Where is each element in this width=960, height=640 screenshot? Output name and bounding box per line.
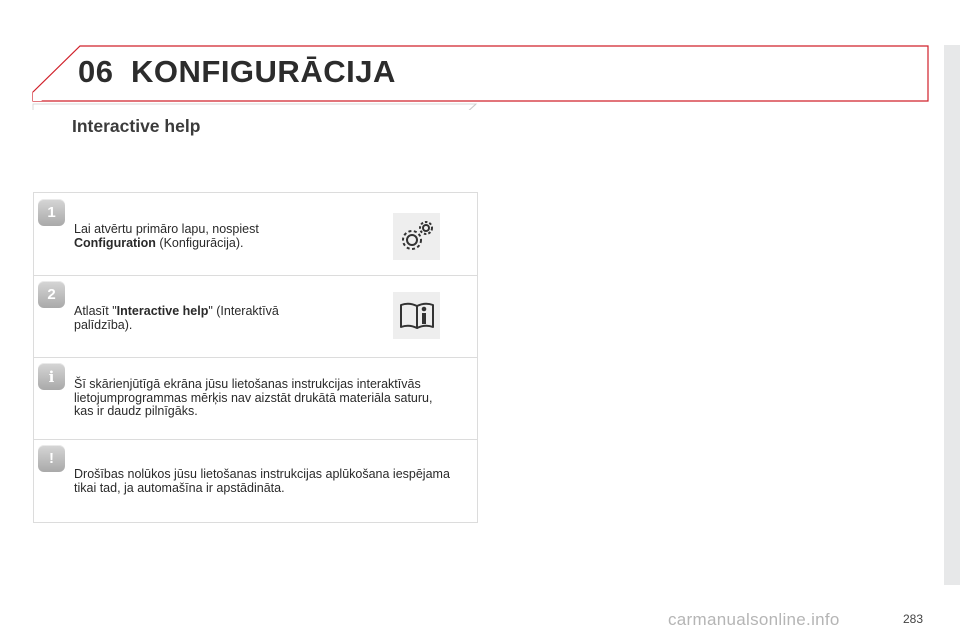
- chapter-number: 06: [78, 54, 114, 89]
- warning-badge-icon: !: [38, 445, 65, 472]
- step-text-line: palīdzība).: [74, 317, 133, 332]
- step-badge: 1: [38, 199, 65, 226]
- manual-info-icon: [393, 292, 440, 339]
- note-text-line: kas ir daudz pilnīgāks.: [74, 404, 198, 418]
- note-text-line: lietojumprogrammas mērķis nav aizstāt drukātā materiāla saturu,: [74, 390, 433, 405]
- step-text-suffix: " (Interaktīvā: [208, 304, 279, 318]
- step-text-bold: Configuration: [74, 235, 156, 250]
- step-text: [74, 305, 279, 332]
- gears-icon: [393, 213, 440, 260]
- note-text: [74, 468, 450, 495]
- section-title: Interactive help: [72, 116, 201, 136]
- info-badge-icon: i: [38, 363, 65, 390]
- step-badge: 2: [38, 281, 65, 308]
- note-row-info: [34, 357, 477, 440]
- step-text-prefix: Atlasīt ": [74, 304, 117, 318]
- note-text: [74, 378, 432, 419]
- watermark: carmanualsonline.info: [668, 610, 840, 629]
- step-text-bold: Interactive help: [116, 304, 209, 318]
- step-row-1: [34, 193, 477, 276]
- note-text-line: Drošības nolūkos jūsu lietošanas instrukcijas aplūkošana iespējama: [74, 467, 450, 481]
- note-row-warning: [34, 439, 477, 522]
- note-text-line: tikai tad, ja automašīna ir apstādināta.: [74, 480, 285, 495]
- instruction-card: [33, 192, 478, 523]
- step-row-2: [34, 275, 477, 358]
- step-text-line: Lai atvērtu primāro lapu, nospiest: [74, 222, 259, 236]
- side-strip: [944, 45, 960, 585]
- step-text: [74, 223, 259, 250]
- page-number: 283: [903, 612, 924, 626]
- step-text-suffix: (Konfigurācija).: [155, 235, 244, 250]
- note-text-line: Šī skārienjūtīgā ekrāna jūsu lietošanas instrukcijas interaktīvās: [74, 377, 421, 391]
- chapter-title: KONFIGURĀCIJA: [131, 54, 396, 89]
